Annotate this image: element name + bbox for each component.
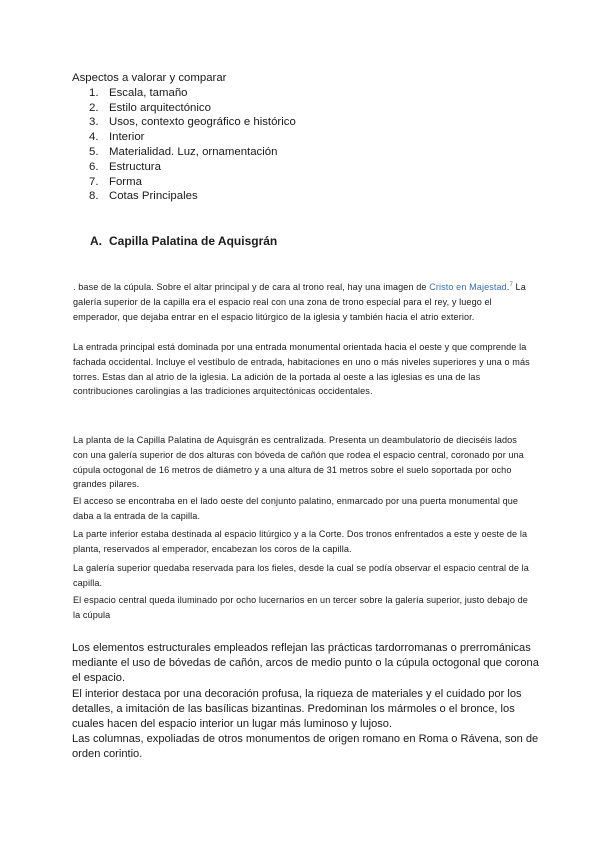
- list-number: 3.: [89, 116, 99, 129]
- paragraph-acceso: [73, 494, 533, 524]
- section-letter: A.: [90, 234, 102, 248]
- list-item-label: Interior: [109, 131, 145, 144]
- paragraph-cupula: [73, 278, 533, 324]
- list-item-label: Forma: [109, 175, 142, 188]
- aspects-section: [72, 71, 296, 204]
- paragraph-entrada: [73, 340, 533, 399]
- paragraph-text: La planta de la Capilla Palatina de Aquisgrán es centralizada. Presenta un deambulatorio de dieciséis lados con una galería superior de dos alturas con bóveda de cañón que rodea el espacio central, coronado por una cúpula octogonal de 16 metros de diámetro y a una altura de 31 metros sobre el suelo soportada por ocho grandes pilares.: [73, 435, 524, 490]
- aspects-list-item: [72, 130, 296, 145]
- aspects-list-item: [72, 145, 296, 160]
- paragraph-text: La entrada principal está dominada por una entrada monumental orientada hacia el oeste y que comprende la fachada occidental. Incluye el vestíbulo de entrada, habitaciones en uno o más niveles superiores y una o más torres. Estas dan al atrio de la iglesia. La adición de la portada al oeste a las iglesias es una de las contribuciones carolingias a las tradiciones arquitectónicas occidentales.: [73, 342, 530, 397]
- list-number: 8.: [89, 190, 99, 203]
- paragraph-text: El espacio central queda iluminado por ocho lucernarios en un tercer sobre la galería superior, justo debajo de la cúpula: [73, 595, 528, 620]
- footnote-reference[interactable]: 7: [509, 282, 513, 288]
- paragraph-text-end: La galería superior de la capilla era el espacio real con una zona de trono especial para el rey, y luego el emperador, que dejaba entrar en el espacio litúrgico de la iglesia y también hacia el atrio exterior.: [73, 282, 526, 322]
- paragraph-columnas: Las columnas, expoliadas de otros monumentos de origen romano en Roma o Rávena, son de orden corintio.: [72, 733, 539, 761]
- paragraph-planta: [73, 433, 533, 492]
- list-number: 4.: [89, 131, 99, 144]
- paragraph-estructura: Los elementos estructurales empleados reflejan las prácticas tardorromanas o prerrománicas mediante el uso de bóvedas de cañón, arcos de medio punto o la cúpula octogonal que corona el espacio.: [72, 642, 539, 685]
- aspects-list-item: [72, 189, 296, 204]
- list-item-label: Materialidad. Luz, ornamentación: [109, 145, 278, 158]
- section-heading: [90, 234, 277, 248]
- paragraph-parte-inferior: [73, 527, 533, 557]
- paragraph-interior: El interior destaca por una decoración profusa, la riqueza de materiales y el cuidado por los detalles, a imitación de las basílicas bizantinas. Predominan los mármoles o el bronce, los cuales hacen del espacio interior un lugar más luminoso y lujoso.: [72, 687, 522, 731]
- aspects-list: [72, 86, 296, 204]
- list-item-label: Cotas Principales: [109, 190, 198, 203]
- list-item-label: Estilo arquitectónico: [109, 101, 211, 114]
- list-number: 2.: [89, 101, 99, 114]
- paragraph-text: La parte inferior estaba destinada al espacio litúrgico y a la Corte. Dos tronos enfrentados a este y oeste de la planta, reservados al emperador, encabezan los coros de la capilla.: [73, 529, 528, 554]
- list-number: 7.: [89, 175, 99, 188]
- list-item-label: Usos, contexto geográfico e histórico: [109, 116, 296, 129]
- paragraph-galeria-superior: [73, 561, 533, 591]
- paragraph-text: El acceso se encontraba en el lado oeste del conjunto palatino, enmarcado por una puerta monumental que daba a la entrada de la capilla.: [73, 496, 519, 521]
- list-item-label: Escala, tamaño: [109, 86, 188, 99]
- structural-analysis-section: [72, 641, 542, 763]
- aspects-title: Aspectos a valorar y comparar: [72, 72, 227, 84]
- section-title: Capilla Palatina de Aquisgrán: [109, 234, 278, 248]
- cristo-en-majestad-link[interactable]: Cristo en Majestad: [429, 282, 507, 293]
- list-number: 6.: [89, 160, 99, 173]
- paragraph-text: La galería superior quedaba reservada para los fieles, desde la cual se podía observar el espacio central de la capilla.: [73, 563, 529, 588]
- paragraph-period: .: [506, 282, 510, 293]
- aspects-list-item: [72, 115, 296, 130]
- paragraph-text: [73, 278, 533, 324]
- aspects-list-item: [72, 160, 296, 175]
- list-number: 5.: [89, 145, 99, 158]
- list-number: 1.: [89, 86, 99, 99]
- paragraph-text-start: . base de la cúpula. Sobre el altar principal y de cara al trono real, hay una imagen de: [73, 282, 430, 293]
- aspects-list-item: [72, 175, 296, 190]
- paragraph-espacio-central: [73, 593, 533, 623]
- aspects-list-item: [72, 101, 296, 116]
- list-item-label: Estructura: [109, 160, 161, 173]
- aspects-list-item: [72, 86, 296, 101]
